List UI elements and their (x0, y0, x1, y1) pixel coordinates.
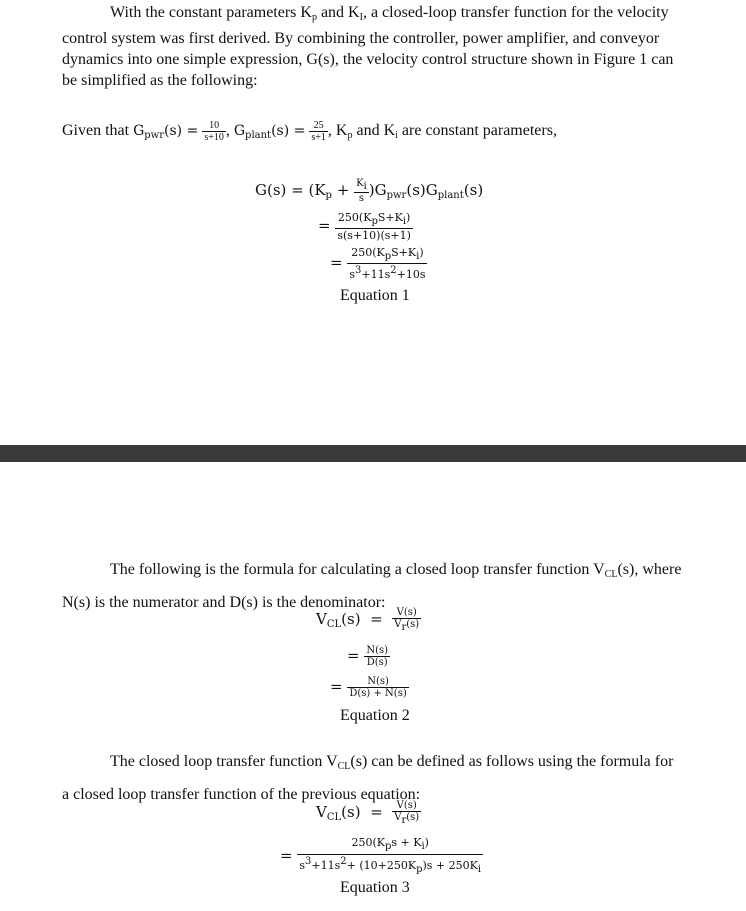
superscript: 2 (390, 265, 397, 276)
equation-2-line-3 (330, 676, 409, 699)
symbol: G (233, 123, 246, 140)
symbol: (s) (406, 812, 420, 823)
document-page-1 (0, 0, 746, 445)
symbol: V (316, 803, 327, 821)
subscript: I (359, 12, 363, 23)
equation-2-line-2 (347, 645, 390, 668)
equals-sign: = (330, 677, 343, 696)
denominator: s+1 (311, 132, 326, 143)
gpwr-fraction (202, 120, 226, 143)
subscript: CL (326, 812, 342, 823)
subscript: p (325, 190, 332, 201)
symbol: s (349, 268, 356, 281)
numerator (347, 246, 427, 264)
symbol: s + K (391, 836, 422, 849)
symbol: 250(K (337, 211, 372, 224)
numerator: 25 (309, 120, 328, 132)
intro-text: , a closed-loop transfer function for the velocity control system was first derived. By combining the controller, power amplifier, and conveyor dynamics into one simple expression, G(s), the velocity control structure shown in Figure 1 can be simplified as the following: (62, 4, 674, 89)
numerator (335, 211, 413, 229)
subscript: i (477, 864, 482, 875)
denominator: s (358, 193, 364, 204)
denominator: D(s) (366, 657, 388, 668)
numerator: V(s) (392, 800, 421, 812)
equation-2-label: Equation 2 (340, 707, 410, 724)
equation-3-line-1 (316, 800, 421, 826)
equation-1-line-2 (318, 211, 413, 242)
subscript: p (384, 251, 392, 262)
symbol: +11s (311, 859, 341, 872)
symbol: (s) (341, 803, 361, 821)
page-separator (0, 445, 746, 462)
symbol: 250(K (351, 836, 385, 849)
symbol: G (133, 123, 145, 140)
subscript: i (421, 841, 425, 852)
subscript: plant (245, 130, 272, 142)
subscript: p (347, 130, 353, 142)
numerator: N(s) (366, 645, 389, 656)
symbol: (s) (463, 181, 484, 199)
symbol: V (394, 812, 402, 823)
equation-1-line-3 (330, 246, 427, 281)
symbol: ) (424, 836, 429, 849)
subscript: i (402, 216, 407, 227)
eq2-fraction-2 (364, 645, 390, 668)
symbol: +11s (361, 268, 391, 281)
symbol: s (299, 859, 306, 872)
symbol: +10s (396, 268, 426, 281)
ki-over-s-fraction (354, 178, 369, 204)
numerator: N(s) (347, 676, 408, 688)
given-line: Given that $G_{pwr}(s)$ = $\frac{10}{s+10}$ , $G_{plant}(s)$ = $\frac{25}{s+1}$ , $K_p$ and $K_i$ are constant parameters, (62, 120, 557, 143)
denominator: s+10 (204, 132, 224, 143)
gplant-expression (233, 123, 306, 142)
equals-sign: = (370, 803, 383, 821)
equation-2-line-1 (316, 607, 421, 633)
symbol: G(s) = (K (255, 181, 326, 199)
subscript: CL (604, 569, 618, 580)
superscript: 3 (305, 856, 312, 867)
symbol: + (331, 181, 355, 199)
eq3-fraction-1 (392, 800, 421, 826)
given-text: , K (327, 122, 348, 140)
equals-sign: = (318, 216, 331, 235)
intro-text: and K (316, 4, 360, 21)
equation-3-label: Equation 3 (340, 879, 410, 896)
symbol: (s)G (406, 181, 438, 199)
subscript: plant (437, 190, 464, 201)
superscript: 2 (340, 856, 347, 867)
equals-sign: = (370, 610, 383, 628)
equals-sign: = (347, 646, 360, 665)
symbol: ) (419, 246, 424, 259)
eq2-fraction-1 (392, 607, 421, 633)
symbol: (s) (406, 619, 420, 630)
symbol: S+K (377, 211, 403, 224)
gpwr-expression (133, 123, 199, 142)
document-page-2 (0, 462, 746, 911)
symbol: (s) = (164, 123, 199, 140)
superscript: 3 (355, 265, 362, 276)
subscript: p (416, 864, 423, 875)
subscript: pwr (144, 130, 165, 142)
numerator: 10 (202, 120, 226, 132)
equals-sign: = (280, 846, 293, 865)
paragraph-text: The following is the formula for calculating a closed loop transfer function V (110, 561, 605, 578)
denominator (392, 812, 421, 826)
gplant-fraction (309, 120, 328, 143)
symbol: (s) (341, 610, 361, 628)
numerator (354, 178, 369, 193)
equals-sign: = (330, 253, 343, 272)
eq2-fraction-3 (347, 676, 408, 699)
denominator (347, 264, 427, 281)
subscript: CL (326, 619, 342, 630)
denominator (297, 855, 483, 877)
eq1-fraction-3 (347, 246, 427, 281)
given-text: and K (352, 122, 396, 140)
subscript: r (401, 622, 407, 633)
symbol: ) (406, 211, 411, 224)
symbol: K (356, 178, 364, 189)
intro-paragraph (62, 2, 682, 91)
equation-3-line-2 (280, 836, 483, 877)
subscript: CL (337, 761, 351, 772)
subscript: i (395, 130, 398, 142)
symbol: V (394, 619, 402, 630)
paragraph-text: (s) can be defined as follows using the formula for a closed loop transfer function of the previous equation: (62, 753, 674, 803)
subscript: p (371, 216, 378, 227)
subscript: p (384, 841, 392, 852)
symbol: (s) = (271, 123, 306, 140)
eq1-fraction-2 (335, 211, 413, 242)
denominator: D(s) + N(s) (349, 688, 407, 699)
subscript: i (416, 251, 420, 262)
symbol: V (316, 610, 327, 628)
numerator (297, 836, 483, 855)
subscript: r (401, 815, 407, 826)
symbol: 250(K (351, 246, 385, 259)
equation-1-label: Equation 1 (340, 287, 410, 304)
subscript: p (311, 12, 317, 23)
symbol: S+K (391, 246, 417, 259)
given-label: Given that (62, 122, 130, 140)
symbol: + (10+250K (346, 859, 417, 872)
subscript: pwr (386, 190, 407, 201)
paragraph-text: (s), where N(s) is the numerator and D(s) is the denominator: (62, 561, 682, 611)
symbol: )G (368, 181, 387, 199)
numerator: V(s) (392, 607, 421, 619)
symbol: )s + 250K (422, 859, 478, 872)
subscript: i (363, 181, 367, 192)
equation-1-line-1 (255, 178, 483, 204)
given-text: are constant parameters, (397, 122, 557, 140)
denominator (392, 619, 421, 633)
paragraph-text: The closed loop transfer function V (110, 753, 338, 770)
eq3-fraction-2 (297, 836, 483, 877)
intro-text: With the constant parameters K (110, 4, 312, 21)
denominator: s(s+10)(s+1) (337, 229, 411, 242)
